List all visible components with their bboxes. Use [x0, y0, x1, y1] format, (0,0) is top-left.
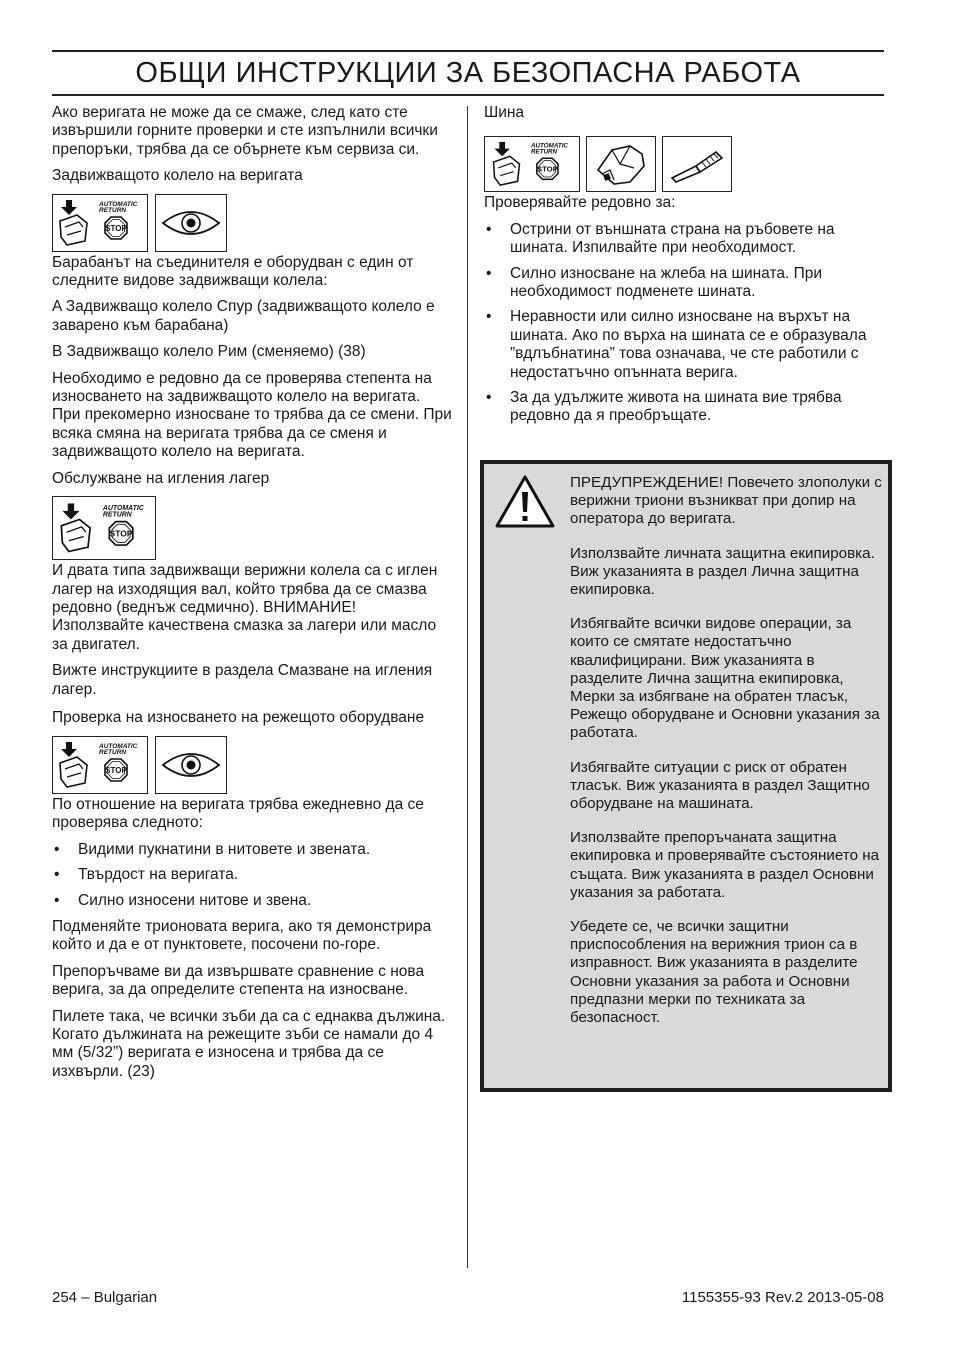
list-item: • Острини от външната страна на ръбовете на шината. Изпилвайте при необходимост.	[484, 221, 882, 258]
svg-text:AUTOMATIC: AUTOMATIC	[102, 504, 144, 512]
paragraph: Необходимо е редовно да се проверява степента на износването на задвижващото колело на веригата. При прекомерно износване то трябва да се смени. При всяка смяна на веригата трябва да се сменя и задвижващото колело на веригата.	[52, 369, 452, 461]
svg-text:STOP: STOP	[536, 165, 558, 175]
paragraph: По отношение на веригата трябва ежедневно да се проверява следното:	[52, 795, 424, 832]
warning-triangle-icon	[494, 474, 556, 535]
svg-text:AUTOMATIC: AUTOMATIC	[531, 143, 568, 151]
warning-paragraph: Убедете се, че всички защитни приспособления на верижния трион са в изправност. Виж указанията в разделите Основни указания за работа и Основни предпазни мерки по техниката за безопасност.	[570, 918, 858, 1027]
eye-inspect-icon	[155, 736, 227, 794]
eye-inspect-icon	[155, 194, 227, 252]
icon-row-bar	[484, 136, 882, 192]
svg-text:RETURN: RETURN	[99, 748, 127, 756]
icon-row-wear	[52, 736, 452, 794]
section-heading-bar: Шина	[484, 104, 525, 121]
title-underline	[52, 94, 884, 96]
glove-icon	[586, 136, 656, 192]
paragraph: И двата типа задвижващи верижни колела са с иглен лагер на изходящия вал, който трябва да се смазва редовно (веднъж седмично). ВНИМАНИЕ! Използвайте качествена смазка за лагери или масло за двигател.	[52, 562, 438, 653]
section-heading-bearing: Обслужване на игления лагер	[52, 469, 270, 487]
icon-row-sprocket	[52, 194, 452, 252]
list-item: • Неравности или силно износване на върхът на шината. Ако по върха на шината се е образувала ”вдлъбнатина” това означава, че сте работили с недостатъчно опънната верига.	[484, 308, 882, 382]
paragraph: Барабанът на съединителя е оборудван с един от следните видове задвижващи колела:	[52, 253, 414, 290]
svg-text:RETURN: RETURN	[99, 206, 127, 214]
automatic-return-stop-icon	[52, 736, 148, 794]
footer-doc-id: 1155355-93 Rev.2 2013-05-08	[681, 1289, 884, 1306]
left-column	[52, 104, 452, 1089]
warning-paragraph: Избягвайте ситуации с риск от обратен тласък. Виж указанията в раздел Защитно оборудване на машината.	[570, 758, 870, 813]
automatic-return-stop-icon	[484, 136, 580, 192]
list-item-a: A Задвижващо колело Спур (задвижващото колело е заварено към барабана)	[52, 298, 435, 334]
warning-box	[480, 460, 892, 1092]
paragraph: Пилете така, че всички зъби да са с еднаква дължина. Когато дължината на режещите зъби се намали до 4 мм (5/32”) веригата е износена и трябва да се изхвърли. (23)	[52, 1007, 446, 1080]
svg-text:STOP: STOP	[109, 528, 133, 539]
bar-check-list	[484, 221, 882, 426]
paragraph: Ако веригата не може да се смаже, след като сте извършили горните проверки и сте изпълнили всички препоръки, трябва да се обърнете към сервиза си.	[52, 104, 438, 158]
top-rule	[52, 50, 884, 52]
file-tool-icon	[662, 136, 732, 192]
svg-text:AUTOMATIC: AUTOMATIC	[99, 200, 138, 208]
automatic-return-stop-icon	[52, 496, 156, 560]
warning-paragraph: Избягвайте всички видове операции, за които се смятате недостатъчно квалифицирани. Виж указанията в разделите Лична защитна екипировка, Мерки за избягване на обратен тласък, Режещо оборудване и Основни указания за работата.	[570, 615, 880, 742]
svg-text:STOP: STOP	[105, 223, 127, 233]
paragraph: Вижте инструкциите в раздела Смазване на игления лагер.	[52, 662, 433, 698]
list-item: • Силно износени нитове и звена.	[52, 892, 452, 910]
footer-page-number: 254 – Bulgarian	[52, 1289, 158, 1306]
svg-text:STOP: STOP	[105, 765, 127, 775]
list-item: • За да удължите живота на шината вие трябва редовно да я преобръщате.	[484, 389, 882, 426]
svg-text:RETURN: RETURN	[102, 511, 132, 519]
right-column	[484, 104, 882, 434]
list-item-b: B Задвижващо колело Рим (сменяемо) (38)	[52, 343, 366, 361]
list-item: • Видими пукнатини в нитовете и звената.	[52, 841, 452, 859]
section-heading-wear: Проверка на износването на режещото оборудване	[52, 708, 425, 726]
warning-paragraph: ПРЕДУПРЕЖДЕНИЕ! Повечето злополуки с верижни триони възникват при допир на оператора до веригата.	[570, 474, 882, 528]
list-item: • Твърдост на веригата.	[52, 866, 452, 884]
section-heading-sprocket: Задвижващото колело на веригата	[52, 167, 303, 185]
warning-text	[570, 474, 882, 1043]
warning-paragraph: Използвайте личната защитна екипировка. Виж указанията в раздел Лична защитна екипировка.	[570, 544, 875, 599]
column-divider	[467, 106, 468, 1268]
svg-text:RETURN: RETURN	[531, 148, 558, 156]
paragraph: Проверявайте редовно за:	[484, 194, 676, 212]
paragraph: Подменяйте трионовата верига, ако тя демонстрира който и да е от пунктовете, посочени по-горе.	[52, 917, 432, 954]
svg-text:AUTOMATIC: AUTOMATIC	[99, 742, 138, 750]
icon-row-bearing	[52, 496, 452, 560]
chain-check-list	[52, 841, 452, 910]
paragraph: Препоръчваме ви да извършвате сравнение с нова верига, за да определите степента на износване.	[52, 962, 425, 999]
automatic-return-stop-icon	[52, 194, 148, 252]
list-item: • Силно износване на жлеба на шината. При необходимост подменете шината.	[484, 265, 882, 302]
warning-paragraph: Използвайте препоръчаната защитна екипировка и проверявайте състоянието на същата. Виж указанията в раздел Основни указания за работата.	[570, 829, 880, 901]
page-title: ОБЩИ ИНСТРУКЦИИ ЗА БЕЗОПАСНА РАБОТА	[135, 57, 801, 89]
